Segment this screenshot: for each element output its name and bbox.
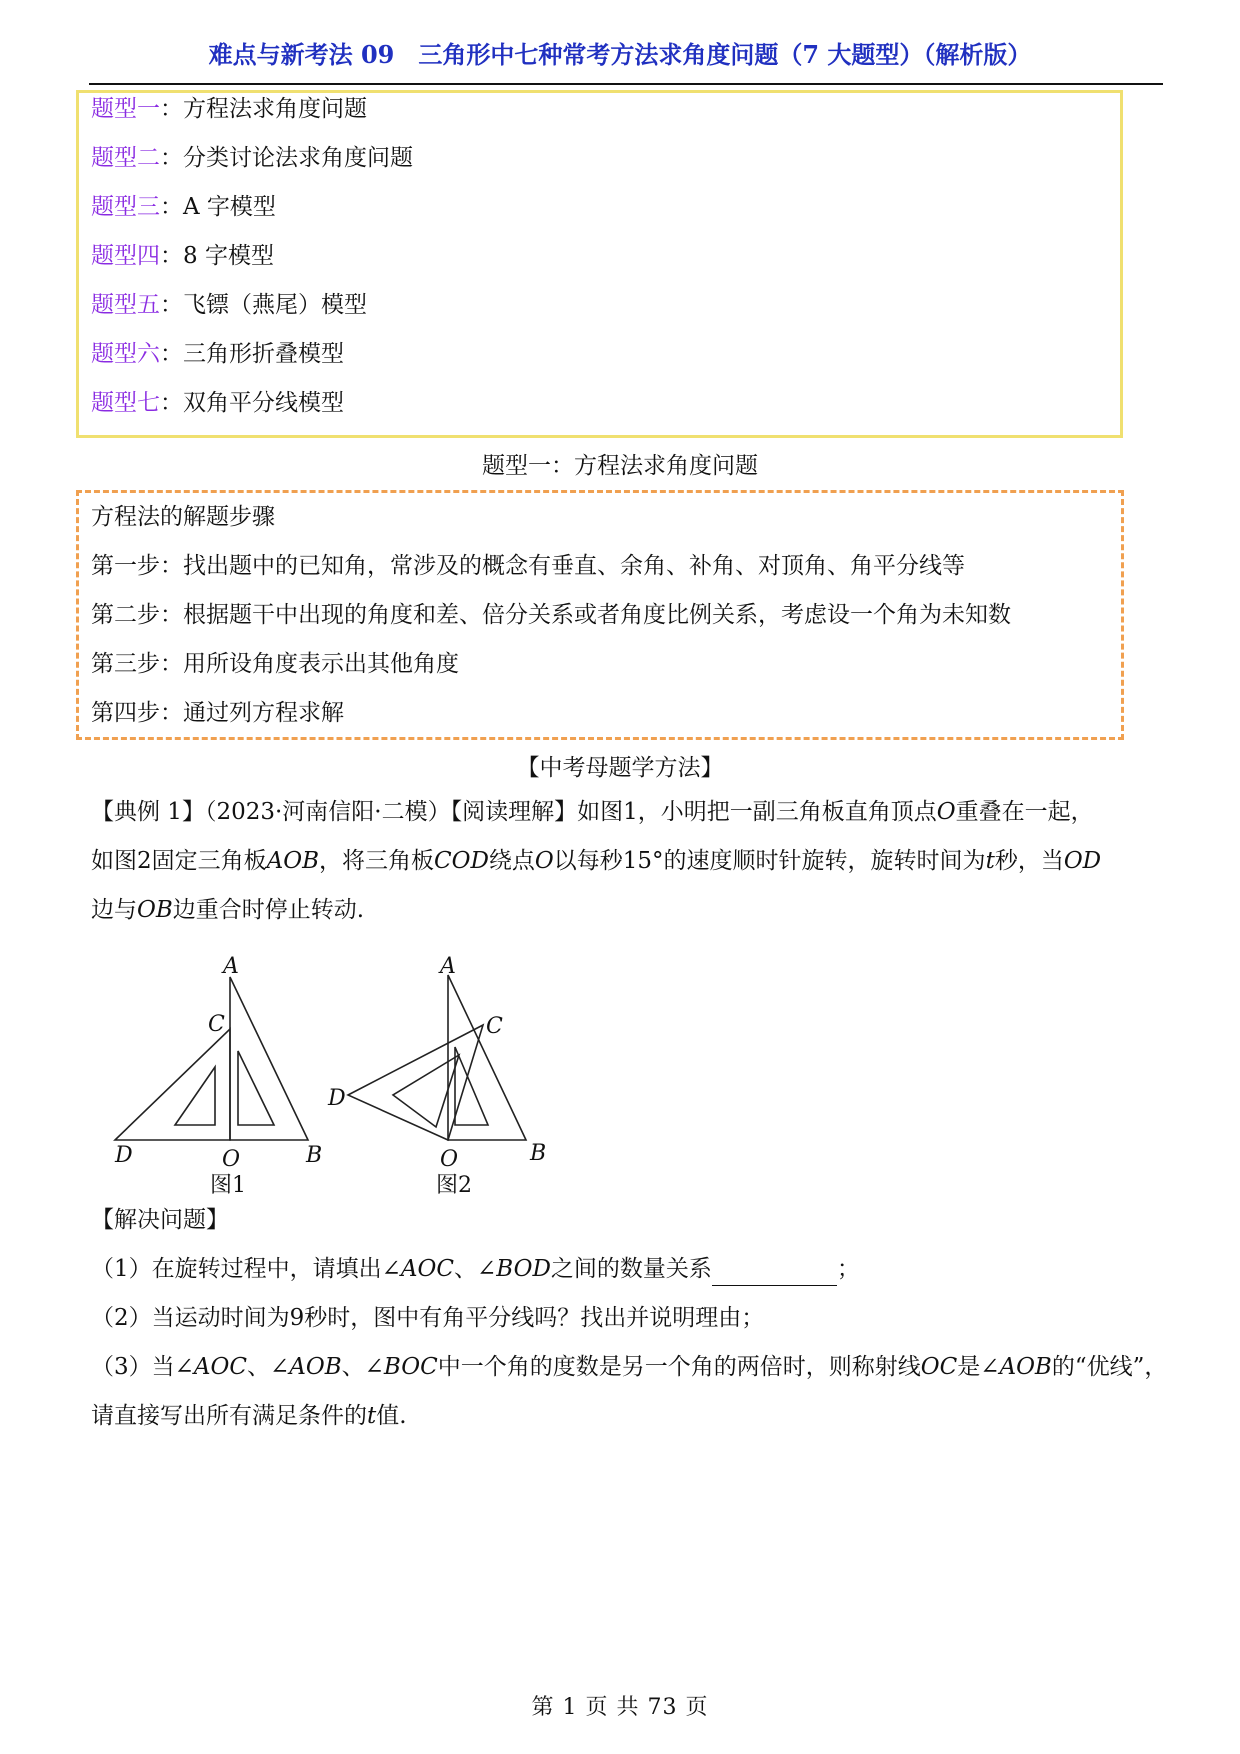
toc-item-text: 方程法求角度问题 bbox=[183, 96, 367, 122]
question-3-line-2: 请直接写出所有满足条件的t值. bbox=[91, 1403, 407, 1429]
step-item: 第三步：用所设角度表示出其他角度 bbox=[91, 651, 459, 677]
toc-item bbox=[91, 190, 276, 224]
step-item: 第四步：通过列方程求解 bbox=[91, 700, 344, 726]
step-item: 第二步：根据题干中出现的角度和差、倍分关系或者角度比例关系，考虑设一个角为未知数 bbox=[91, 602, 1011, 628]
toc-item bbox=[91, 337, 344, 371]
steps-title: 方程法的解题步骤 bbox=[91, 504, 275, 530]
fig2-label-b: B bbox=[530, 1141, 547, 1166]
toc-item-label: 题型七 bbox=[91, 390, 160, 416]
method-heading: 【中考母题学方法】 bbox=[516, 755, 724, 781]
fig1-triangle-cod bbox=[115, 1029, 230, 1140]
page-header-title: 难点与新考法 09 三角形中七种常考方法求角度问题（7 大题型）（解析版） bbox=[208, 40, 1032, 69]
toc-item-text: 8 字模型 bbox=[183, 243, 274, 269]
toc-item-text: 分类讨论法求角度问题 bbox=[183, 145, 413, 171]
problems-heading: 【解决问题】 bbox=[91, 1207, 229, 1233]
fig2-triangle-cod bbox=[348, 1025, 483, 1140]
fig2-label-o: O bbox=[440, 1147, 459, 1172]
toc-item-label: 题型五 bbox=[91, 292, 160, 318]
toc-item-sep: ： bbox=[160, 243, 183, 269]
question-3-line-1: （3）当∠AOC、∠AOB、∠BOC中一个角的度数是另一个角的两倍时，则称射线OC是∠AOB的“优线”， bbox=[91, 1354, 1168, 1380]
header-rule bbox=[89, 83, 1163, 85]
toc-item bbox=[91, 92, 367, 126]
toc-item-label: 题型三 bbox=[91, 194, 160, 220]
toc-item-sep: ： bbox=[160, 145, 183, 171]
toc-item-sep: ： bbox=[160, 390, 183, 416]
toc-item-text: 双角平分线模型 bbox=[183, 390, 344, 416]
fig2-drawing bbox=[348, 975, 526, 1140]
step-item: 第一步：找出题中的已知角，常涉及的概念有垂直、余角、补角、对顶角、角平分线等 bbox=[91, 553, 965, 579]
toc-item-label: 题型六 bbox=[91, 341, 160, 367]
triangle-figure bbox=[110, 954, 570, 1198]
example-line-1: 【典例 1】（2023·河南信阳·二模）【阅读理解】如图1，小明把一副三角板直角顶点O重叠在一起， bbox=[91, 799, 1094, 825]
toc-item bbox=[91, 386, 344, 420]
fig2-label-a: A bbox=[440, 954, 456, 979]
toc-item-text: 三角形折叠模型 bbox=[183, 341, 344, 367]
toc-item-text: 飞镖（燕尾）模型 bbox=[183, 292, 367, 318]
question-2: （2）当运动时间为9秒时，图中有角平分线吗？找出并说明理由； bbox=[91, 1305, 765, 1331]
toc-item-label: 题型一 bbox=[91, 96, 160, 122]
fig2-label-d: D bbox=[328, 1086, 346, 1111]
fig1-label-a: A bbox=[223, 954, 239, 979]
example-line-3: 边与OB边重合时停止转动. bbox=[91, 897, 365, 923]
example-line-2: 如图2固定三角板AOB，将三角板COD绕点O以每秒15°的速度顺时针旋转，旋转时间为t秒，当OD bbox=[91, 848, 1102, 874]
toc-item bbox=[91, 239, 274, 273]
toc-item bbox=[91, 288, 367, 322]
toc-item-sep: ： bbox=[160, 96, 183, 122]
toc-item-sep: ： bbox=[160, 194, 183, 220]
fig2-caption: 图2 bbox=[436, 1173, 472, 1198]
steps-box bbox=[76, 490, 1124, 740]
fig1-label-o: O bbox=[222, 1147, 241, 1172]
toc-item-label: 题型四 bbox=[91, 243, 160, 269]
toc-item-text: A 字模型 bbox=[183, 194, 276, 220]
question-1: （1）在旋转过程中，请填出∠AOC、∠BOD之间的数量关系 ； bbox=[91, 1252, 860, 1286]
section-heading: 题型一：方程法求角度问题 bbox=[482, 453, 758, 479]
fig2-triangle-aob-inner bbox=[455, 1047, 488, 1125]
fig1-label-b: B bbox=[306, 1143, 323, 1168]
fig1-label-d: D bbox=[115, 1143, 133, 1168]
fig2-label-c: C bbox=[486, 1014, 503, 1039]
answer-blank[interactable] bbox=[712, 1261, 837, 1286]
toc-item-sep: ： bbox=[160, 341, 183, 367]
fig1-caption: 图1 bbox=[210, 1173, 246, 1198]
toc-item-label: 题型二 bbox=[91, 145, 160, 171]
toc-item-sep: ： bbox=[160, 292, 183, 318]
fig1-triangle-aob-inner bbox=[238, 1051, 274, 1125]
page-footer: 第 1 页 共 73 页 bbox=[531, 1695, 709, 1720]
toc-box bbox=[76, 90, 1123, 438]
fig1-label-c: C bbox=[208, 1012, 225, 1037]
toc-item bbox=[91, 141, 413, 175]
fig1-drawing bbox=[115, 977, 308, 1140]
